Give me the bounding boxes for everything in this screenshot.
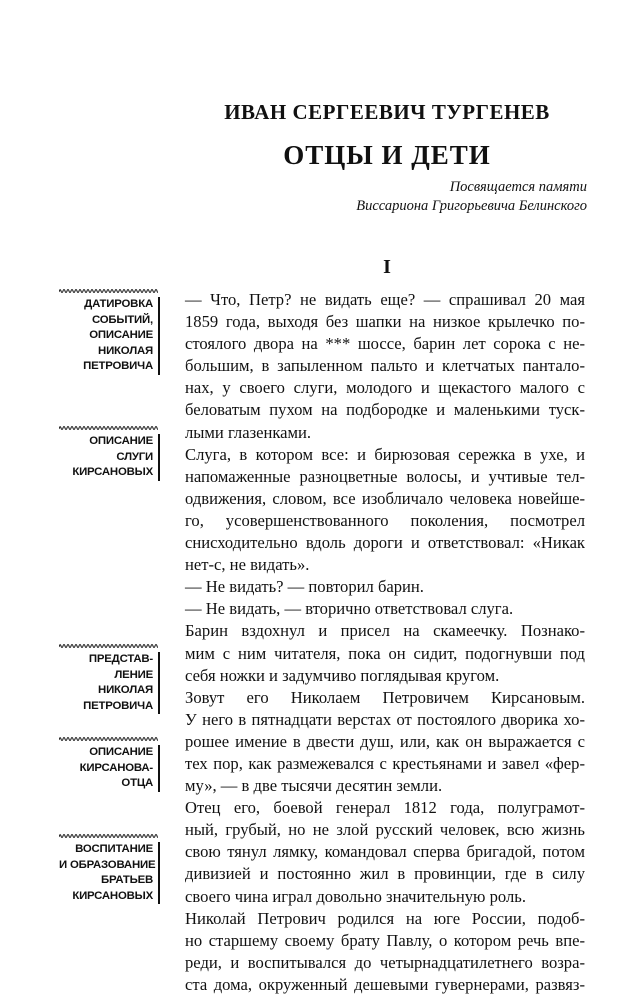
margin-note-line: ВОСПИТАНИЕ <box>75 843 153 855</box>
text-line: Слуга, в котором все: и бирюзовая сережка в ухе, и <box>185 444 585 464</box>
paragraph <box>165 289 585 444</box>
text-line: но старшему своему брату Павлу, о котором речь впе- <box>185 930 585 950</box>
margin-note-line: СЛУГИ <box>116 450 153 463</box>
wavy-border-icon <box>59 832 158 840</box>
text-line: Зовут его Николаем Петровичем Кирсановым. <box>185 687 585 707</box>
margin-note-line: ОПИСАНИЕ <box>89 746 153 758</box>
margin-note-line: ОПИСАНИЕ <box>89 329 153 341</box>
text-line: лыми глазенками. <box>185 422 312 442</box>
margin-note-line: ОТЦА <box>121 777 153 789</box>
wavy-border-icon <box>59 735 158 743</box>
text-line: 1859 года, выходя без шапки на низкое крылечко по- <box>185 312 585 332</box>
margin-note-line: НИКОЛАЯ <box>98 344 153 357</box>
chapter-number: I <box>383 256 391 278</box>
margin-note-line: ПРЕДСТАВ- <box>88 653 153 665</box>
text-line: ный, грубый, но не злой русский человек, всю жизнь <box>185 820 585 840</box>
paragraph <box>165 576 585 598</box>
text-line: стоялого двора на *** шоссе, барин лет сорока с не- <box>185 334 585 354</box>
margin-note-line: И ОБРАЗОВАНИЕ <box>59 858 156 871</box>
paragraph <box>165 444 585 577</box>
dedication-line: Виссариона Григорьевича Белинского <box>356 198 587 214</box>
wavy-border-icon <box>59 424 158 432</box>
margin-note-line: СОБЫТИЙ, <box>91 313 153 326</box>
text-line: реди, и воспитывался до четырнадцатилетнего возра- <box>185 952 585 972</box>
paragraph <box>165 687 585 797</box>
text-line: — Не видать, — вторично ответствовал слуга. <box>185 599 514 619</box>
text-line: Отец его, боевой генерал 1812 года, полуграмот- <box>185 798 585 818</box>
text-line: мим с ним читателя, пока он сидит, подогнувши под <box>185 643 585 663</box>
text-line: дивизией и постоянно жил в провинции, где в силу <box>185 864 585 884</box>
text-line: своего чина играл довольно значительную роль. <box>185 886 526 906</box>
text-line: го, усовершенствованного поколения, посмотрел <box>185 510 585 530</box>
text-line: Николай Петрович родился на юге России, подоб- <box>185 908 585 928</box>
text-line: — Что, Петр? не видать еще? — спрашивал 20 мая <box>185 290 585 309</box>
text-line: Барин вздохнул и присел на скамеечку. Познако- <box>185 621 585 641</box>
text-line: нах, у своего слуги, молодого и щекастого малого с <box>185 378 585 398</box>
margin-note-line: КИРСАНОВЫХ <box>72 466 153 478</box>
margin-note-line: ОПИСАНИЕ <box>89 435 153 447</box>
text-line: снисходительно вдоль дороги и ответствовал: «Никак <box>185 533 585 553</box>
author-name: ИВАН СЕРГЕЕВИЧ ТУРГЕНЕВ <box>224 100 550 124</box>
text-line: тех пор, как размежевался с крестьянами и завел «фер- <box>185 753 585 773</box>
body-text <box>165 289 585 996</box>
dedication-line: Посвящается памяти <box>449 179 587 195</box>
margin-note-line: ПЕТРОВИЧА <box>83 699 153 712</box>
text-line: себя ножки и задумчиво поглядывая кругом. <box>185 665 500 685</box>
margin-note <box>59 652 160 714</box>
wavy-border-icon <box>59 642 158 650</box>
text-line: свою тянул лямку, командовал сперва бригадой, потом <box>185 842 585 862</box>
text-line: ста дома, окруженный дешевыми гувернерами, развяз- <box>185 974 585 994</box>
text-line: У него в пятнадцати верстах от постоялого дворика хо- <box>185 709 585 729</box>
text-line: одвижения, словом, все изобличало человека новейше- <box>185 488 585 508</box>
margin-note <box>59 745 160 792</box>
text-line: нет-с, не видать». <box>185 555 310 575</box>
text-line: напомаженные разноцветные волосы, и учтивые тел- <box>185 466 585 486</box>
paragraph <box>165 797 585 907</box>
margin-note-line: КИРСАНОВЫХ <box>72 889 153 902</box>
margin-note-line: ЛЕНИЕ <box>114 668 153 681</box>
book-title: ОТЦЫ И ДЕТИ <box>283 140 491 170</box>
margin-note-line: БРАТЬЕВ <box>100 874 153 886</box>
paragraph <box>165 620 585 686</box>
margin-note-line: ДАТИРОВКА <box>84 298 153 310</box>
paragraph <box>165 598 585 620</box>
text-line: беловатым пухом на подбородке и маленькими туск- <box>185 400 585 420</box>
text-line: — Не видать? — повторил барин. <box>185 577 424 597</box>
margin-note-line: НИКОЛАЯ <box>98 684 153 696</box>
dedication <box>356 178 587 216</box>
margin-note <box>59 842 160 904</box>
wavy-border-icon <box>59 287 158 295</box>
text-line: му», — в две тысячи десятин земли. <box>185 776 443 796</box>
margin-note <box>59 297 160 375</box>
margin-note-line: КИРСАНОВА- <box>79 761 153 774</box>
text-line: рошее имение в двести душ, или, как он выражается с <box>185 731 585 751</box>
text-line: большим, в запыленном пальто и клетчатых пантало- <box>185 356 585 376</box>
margin-note <box>59 434 160 481</box>
margin-note-line: ПЕТРОВИЧА <box>83 360 153 372</box>
paragraph <box>165 908 585 996</box>
